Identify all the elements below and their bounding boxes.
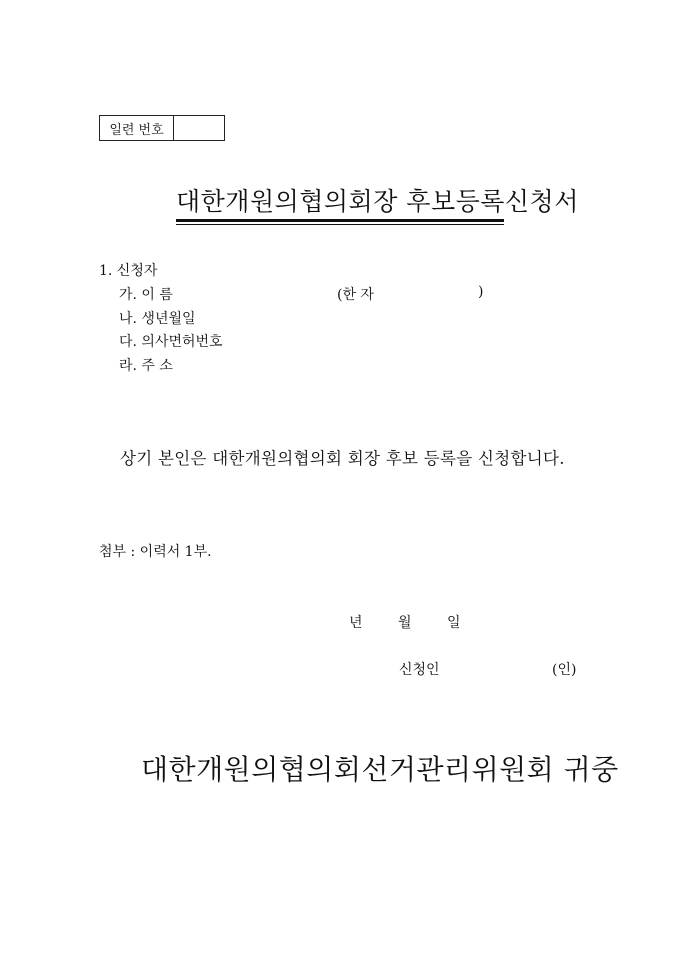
date-day-label: 일 [447,615,461,631]
name-field-label: 가. 이 름 [119,287,173,303]
address-field-label: 라. 주 소 [119,358,173,374]
serial-number-label: 일련 번호 [100,116,174,140]
serial-number-box [99,115,225,141]
license-number-field-label: 다. 의사면허번호 [119,334,223,350]
hanja-name-open: (한 자 [337,287,374,303]
birthdate-field-label: 나. 생년월일 [119,311,196,327]
date-year-label: 년 [349,615,363,631]
application-statement: 상기 본인은 대한개원의협의회 회장 후보 등록을 신청합니다. [120,449,565,468]
title-underline-thick [176,219,504,222]
title-underline-thin [176,224,504,225]
document-title: 대한개원의협의회장 후보등록신청서 [176,187,579,216]
date-month-label: 월 [398,615,412,631]
addressee: 대한개원의협의회선거관리위원회 귀중 [141,753,619,786]
serial-number-value[interactable] [174,116,224,140]
applicant-section-heading: 1. 신청자 [99,263,158,279]
applicant-label: 신청인 [399,662,440,678]
seal-mark: (인) [552,662,577,678]
attachment-note: 첨부 : 이력서 1부. [99,544,212,560]
hanja-name-close: ) [478,284,484,300]
